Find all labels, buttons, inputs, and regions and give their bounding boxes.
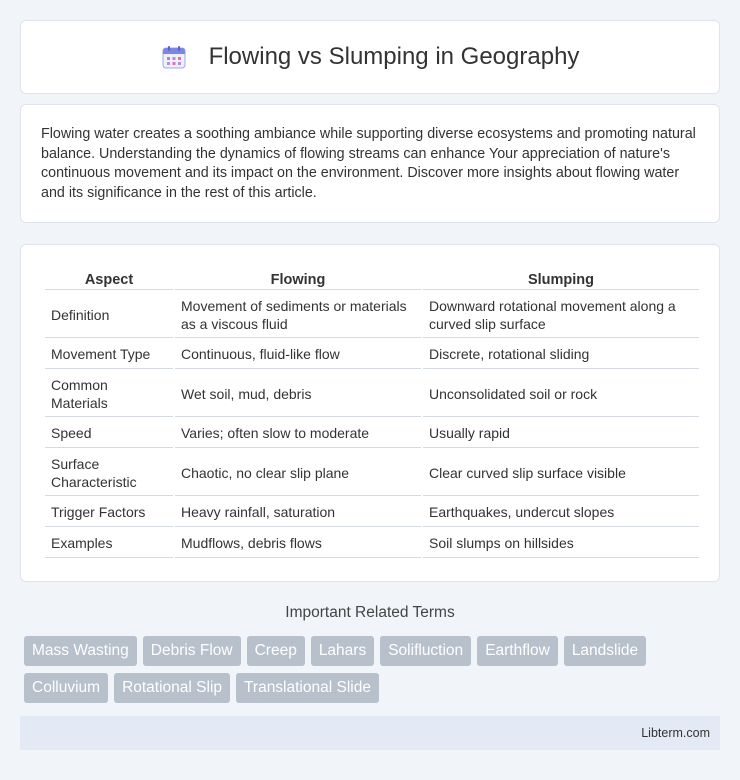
table-row: [45, 450, 699, 496]
header-aspect: Aspect: [45, 269, 173, 290]
related-terms-title: Important Related Terms: [285, 604, 455, 621]
tag-translational-slide[interactable]: Translational Slide: [236, 673, 379, 703]
row-flowing: Wet soil, mud, debris: [175, 371, 421, 417]
table-row: [45, 419, 699, 448]
row-slumping: Earthquakes, undercut slopes: [423, 498, 699, 527]
tag-rotational-slip[interactable]: Rotational Slip: [114, 673, 230, 703]
table-row: [45, 292, 699, 338]
tag-colluvium[interactable]: Colluvium: [24, 673, 108, 703]
intro-text: Flowing water creates a soothing ambiance while supporting diverse ecosystems and promoting natural balance. Understanding the dynamics of flowing streams can enhance Your appreciation of nature's continuous movement and its impact on the environment. Discover more insights about flowing water and its significance in the rest of this article.: [41, 126, 696, 201]
title-wrap: [161, 43, 580, 71]
row-aspect: Examples: [45, 529, 173, 558]
header-flowing: Flowing: [175, 269, 421, 290]
header-card: [20, 20, 720, 94]
row-flowing: Varies; often slow to moderate: [175, 419, 421, 448]
tag-solifluction[interactable]: Solifluction: [380, 636, 471, 666]
row-flowing: Continuous, fluid-like flow: [175, 340, 421, 369]
row-flowing: Mudflows, debris flows: [175, 529, 421, 558]
tag-earthflow[interactable]: Earthflow: [477, 636, 558, 666]
table-header-row: [45, 269, 699, 290]
row-slumping: Discrete, rotational sliding: [423, 340, 699, 369]
row-aspect: Movement Type: [45, 340, 173, 369]
row-slumping: Unconsolidated soil or rock: [423, 371, 699, 417]
row-flowing: Chaotic, no clear slip plane: [175, 450, 421, 496]
tag-creep[interactable]: Creep: [247, 636, 305, 666]
header-slumping: Slumping: [423, 269, 699, 290]
table-row: [45, 340, 699, 369]
row-aspect: Common Materials: [45, 371, 173, 417]
comparison-table: [43, 267, 701, 560]
tag-debris-flow[interactable]: Debris Flow: [143, 636, 241, 666]
tag-lahars[interactable]: Lahars: [311, 636, 374, 666]
footer-site-link[interactable]: Libterm.com: [641, 726, 710, 740]
row-slumping: Soil slumps on hillsides: [423, 529, 699, 558]
row-slumping: Clear curved slip surface visible: [423, 450, 699, 496]
intro-card: [20, 104, 720, 223]
row-flowing: Heavy rainfall, saturation: [175, 498, 421, 527]
row-slumping: Downward rotational movement along a curved slip surface: [423, 292, 699, 338]
table-row: [45, 529, 699, 558]
footer: [20, 716, 720, 750]
table-row: [45, 371, 699, 417]
row-aspect: Trigger Factors: [45, 498, 173, 527]
related-tags: [24, 636, 724, 703]
tag-landslide[interactable]: Landslide: [564, 636, 646, 666]
page-title: Flowing vs Slumping in Geography: [208, 43, 580, 70]
table-row: [45, 498, 699, 527]
row-aspect: Surface Characteristic: [45, 450, 173, 496]
row-aspect: Speed: [45, 419, 173, 448]
row-slumping: Usually rapid: [423, 419, 699, 448]
row-aspect: Definition: [45, 292, 173, 338]
row-flowing: Movement of sediments or materials as a viscous fluid: [175, 292, 421, 338]
calendar-icon: [161, 44, 187, 70]
comparison-table-card: [20, 244, 720, 582]
tag-mass-wasting[interactable]: Mass Wasting: [24, 636, 137, 666]
